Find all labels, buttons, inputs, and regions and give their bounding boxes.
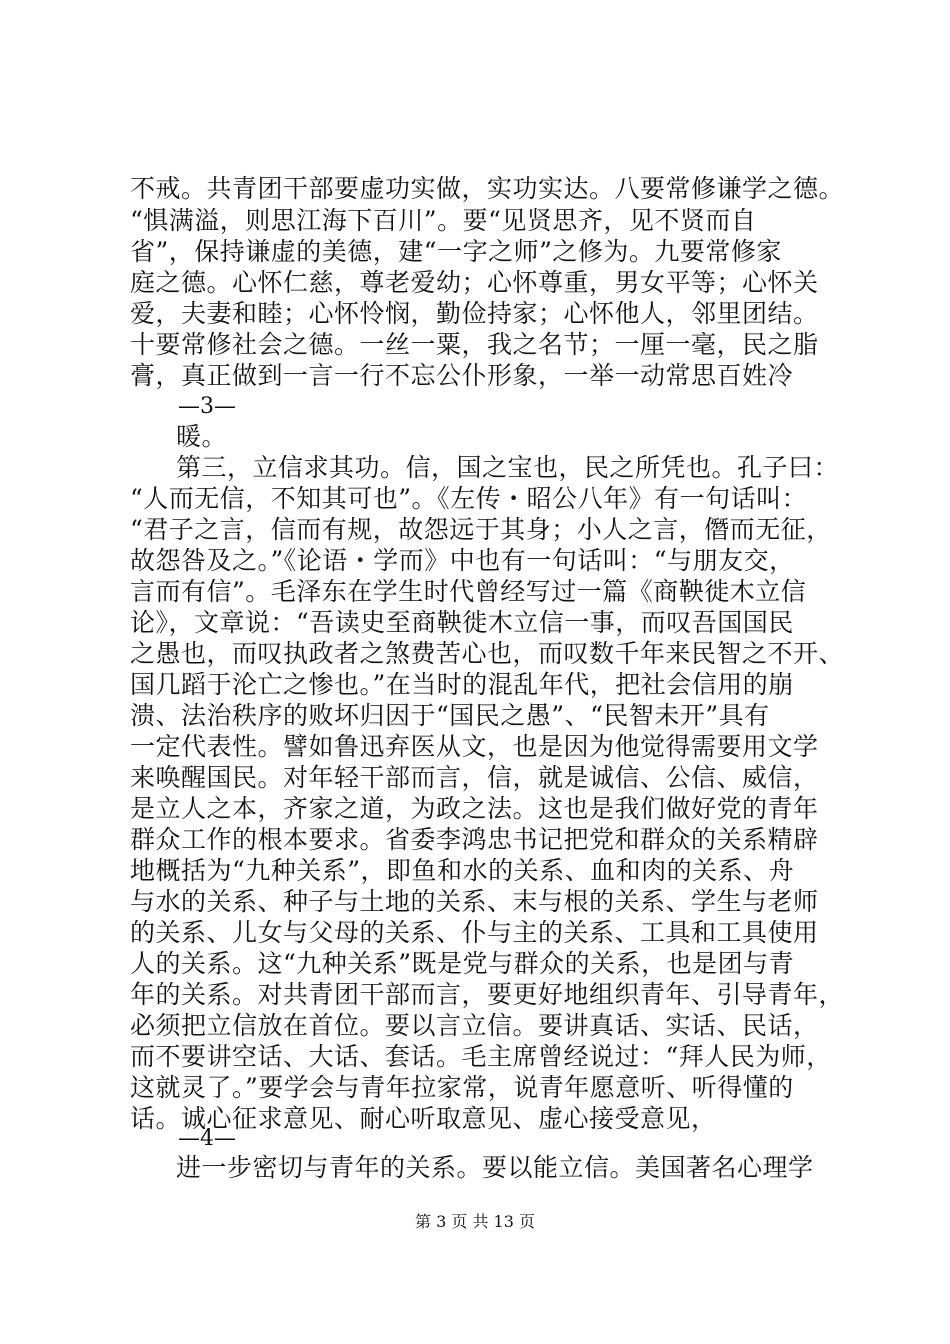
- text-line: 国几蹈于沦亡之惨也。”在当时的混乱年代，把社会信用的崩: [130, 670, 794, 699]
- text-line: 是立人之本，齐家之道，为政之法。这也是我们做好党的青年: [130, 794, 819, 823]
- text-line: 必须把立信放在首位。要以言立信。要讲真话、实话、民话，: [130, 1011, 819, 1040]
- text-line: 与水的关系、种子与土地的关系、末与根的关系、学生与老师: [130, 887, 819, 916]
- text-line: 言而有信”。毛泽东在学生时代曾经写过一篇《商鞅徙木立信: [130, 577, 807, 606]
- text-line: 这就灵了。”要学会与青年拉家常，说青年愿意听、听得懂的: [130, 1073, 794, 1102]
- text-line: 年的关系。对共青团干部而言，要更好地组织青年、引导青年，: [130, 980, 845, 1009]
- page-footer: 第 3 页 共 13 页: [415, 1212, 535, 1231]
- text-line: 之愚也，而叹执政者之煞费苦心也，而叹数千年来民智之不开、: [130, 639, 845, 668]
- text-line: 不戒。共青团干部要虚功实做，实功实达。八要常修谦学之德。: [130, 174, 845, 203]
- text-line: 故怨咎及之。”《论语・学而》中也有一句话叫：“与朋友交，: [130, 546, 795, 575]
- text-line: 暖。: [176, 422, 228, 451]
- text-line: 膏，真正做到一言一行不忘公仆形象，一举一动常思百姓冷: [130, 361, 794, 390]
- paragraph-start: 第三，立信求其功。信，国之宝也，民之所凭也。孔子曰：: [176, 453, 840, 482]
- text-line: 进一步密切与青年的关系。要以能立信。美国著名心理学: [176, 1153, 814, 1182]
- text-line: 而不要讲空话、大话、套话。毛主席曾经说过：“拜人民为师，: [130, 1042, 832, 1071]
- text-line: 一定代表性。譬如鲁迅弃医从文，也是因为他觉得需要用文学: [130, 732, 819, 761]
- text-line: “人而无信，不知其可也”。《左传・昭公八年》有一句话叫：: [130, 484, 808, 513]
- text-line: 的关系、儿女与父母的关系、仆与主的关系、工具和工具使用: [130, 918, 819, 947]
- text-line: 地概括为“九种关系”，即鱼和水的关系、血和肉的关系、舟: [130, 856, 795, 885]
- text-line: 群众工作的根本要求。省委李鸿忠书记把党和群众的关系精辟: [130, 825, 819, 854]
- text-line: 人的关系。这“九种关系”既是党与群众的关系，也是团与青: [130, 949, 795, 978]
- text-line: 十要常修社会之德。一丝一粟，我之名节；一厘一毫，民之脂: [130, 330, 819, 359]
- text-line: 庭之德。心怀仁慈，尊老爱幼；心怀尊重，男女平等；心怀关: [130, 268, 819, 297]
- text-line: 省”，保持谦虚的美德，建“一字之师”之修为。九要常修家: [130, 237, 782, 266]
- text-line: “惧满溢，则思江海下百川”。要“见贤思齐，见不贤而自: [130, 206, 757, 235]
- text-line: “君子之言，信而有规，故怨远于其身；小人之言，僭而无征，: [130, 515, 832, 544]
- text-line: 溃、法治秩序的败坏归因于“国民之愚”、“民智未开”具有: [130, 701, 770, 730]
- text-line: 爱，夫妻和睦；心怀怜悯，勤俭持家；心怀他人，邻里团结。: [130, 299, 819, 328]
- text-line: 论》，文章说：“吾读史至商鞅徙木立信一事，而叹吾国国民: [130, 608, 794, 637]
- text-line: 话。诚心征求意见、耐心听取意见、虚心接受意见，: [130, 1104, 717, 1133]
- page-marker: —3—: [178, 394, 236, 419]
- text-line: 来唤醒国民。对年轻干部而言，信，就是诚信、公信、威信，: [130, 763, 819, 792]
- page-marker: —4—: [178, 1126, 236, 1151]
